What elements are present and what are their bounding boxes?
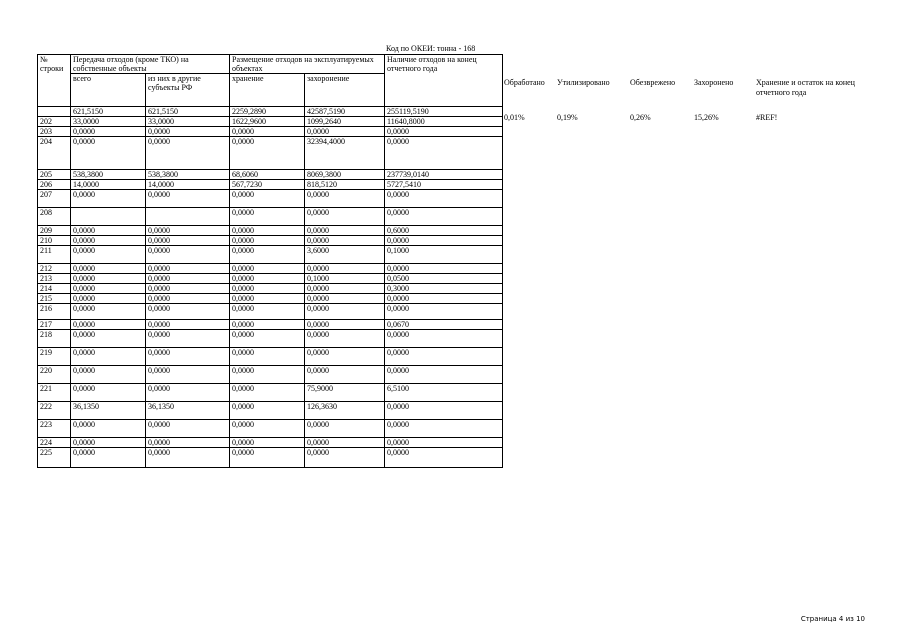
value-cell: 2259,2890 — [230, 107, 305, 117]
value-cell: 0,0000 — [385, 348, 503, 366]
row-number-cell: 209 — [38, 226, 71, 236]
value-cell: 3,6000 — [305, 246, 385, 264]
value-cell: 0,0000 — [71, 320, 146, 330]
header-balance-cont — [385, 74, 503, 107]
row-number-cell: 213 — [38, 274, 71, 284]
value-cell: 5727,5410 — [385, 180, 503, 190]
table-row — [38, 236, 503, 246]
value-cell — [146, 208, 230, 226]
waste-table — [37, 54, 503, 468]
value-cell: 42587,5190 — [305, 107, 385, 117]
value-cell: 0,0000 — [146, 438, 230, 448]
value-cell: 0,0000 — [305, 127, 385, 137]
value-cell: 0,0000 — [146, 236, 230, 246]
table-row — [38, 402, 503, 420]
value-cell: 0,0000 — [71, 137, 146, 170]
table-row — [38, 366, 503, 384]
summary-header: Обработано — [504, 78, 545, 87]
value-cell: 0,0000 — [71, 366, 146, 384]
table-row — [38, 264, 503, 274]
row-number-cell: 225 — [38, 448, 71, 468]
value-cell: 36,1350 — [71, 402, 146, 420]
value-cell: 0,0000 — [305, 348, 385, 366]
table-row — [38, 274, 503, 284]
row-number-cell: 215 — [38, 294, 71, 304]
value-cell: 0,0000 — [146, 190, 230, 208]
value-cell: 0,0000 — [146, 366, 230, 384]
value-cell: 0,0000 — [71, 294, 146, 304]
row-number-cell: 217 — [38, 320, 71, 330]
value-cell: 6,5100 — [385, 384, 503, 402]
row-number-cell: 205 — [38, 170, 71, 180]
value-cell: 0,0000 — [230, 264, 305, 274]
value-cell: 0,0000 — [146, 246, 230, 264]
value-cell: 0,0000 — [71, 284, 146, 294]
row-number-cell: 204 — [38, 137, 71, 170]
table-row — [38, 284, 503, 294]
summary-value: 0,26% — [630, 113, 651, 122]
value-cell: 0,0000 — [305, 448, 385, 468]
value-cell: 0,0000 — [305, 320, 385, 330]
table-row — [38, 190, 503, 208]
value-cell: 0,0000 — [230, 448, 305, 468]
value-cell: 126,3630 — [305, 402, 385, 420]
header-burial: захоронение — [305, 74, 385, 107]
value-cell: 0,0000 — [230, 366, 305, 384]
value-cell: 0,0000 — [385, 137, 503, 170]
table-row — [38, 438, 503, 448]
value-cell: 0,0000 — [230, 304, 305, 320]
table-row — [38, 208, 503, 226]
value-cell: 0,0000 — [71, 384, 146, 402]
value-cell: 14,0000 — [146, 180, 230, 190]
value-cell: 11640,8000 — [385, 117, 503, 127]
table-row — [38, 117, 503, 127]
value-cell: 0,0000 — [385, 438, 503, 448]
value-cell: 0,0000 — [230, 402, 305, 420]
value-cell: 0,0000 — [146, 127, 230, 137]
value-cell: 0,0000 — [230, 384, 305, 402]
row-number-cell — [38, 107, 71, 117]
header-placement: Размещение отходов на эксплуатируемых объектах — [230, 55, 385, 74]
value-cell: 8069,3800 — [305, 170, 385, 180]
header-transfer: Передача отходов (кроме ТКО) на собственные объекты — [71, 55, 230, 74]
row-number-cell: 219 — [38, 348, 71, 366]
page-number: Страница 4 из 10 — [800, 615, 865, 623]
table-row — [38, 330, 503, 348]
row-number-cell: 206 — [38, 180, 71, 190]
value-cell: 0,0000 — [71, 304, 146, 320]
value-cell: 0,0000 — [71, 236, 146, 246]
value-cell: 32394,4000 — [305, 137, 385, 170]
value-cell: 621,5150 — [146, 107, 230, 117]
value-cell: 0,0000 — [230, 137, 305, 170]
row-number-cell: 202 — [38, 117, 71, 127]
value-cell: 0,0000 — [146, 320, 230, 330]
value-cell: 0,1000 — [305, 274, 385, 284]
value-cell: 0,0000 — [71, 127, 146, 137]
value-cell: 538,3800 — [146, 170, 230, 180]
value-cell: 0,0000 — [71, 246, 146, 264]
header-row-no: № строки — [38, 55, 71, 74]
value-cell: 0,0000 — [385, 264, 503, 274]
value-cell: 0,0000 — [385, 402, 503, 420]
value-cell: 0,0000 — [71, 330, 146, 348]
summary-value: #REF! — [756, 113, 778, 122]
value-cell: 0,0000 — [305, 284, 385, 294]
header-balance: Наличие отходов на конец отчетного года — [385, 55, 503, 74]
value-cell: 0,0000 — [71, 438, 146, 448]
row-number-cell: 203 — [38, 127, 71, 137]
table-row — [38, 320, 503, 330]
value-cell: 0,0000 — [71, 448, 146, 468]
row-number-cell: 210 — [38, 236, 71, 246]
value-cell: 0,0000 — [230, 420, 305, 438]
value-cell: 0,0000 — [146, 304, 230, 320]
header-row-no-cont — [38, 74, 71, 107]
value-cell: 0,0000 — [305, 264, 385, 274]
value-cell: 0,0000 — [71, 226, 146, 236]
header-other-subjects: из них в другие субъекты РФ — [146, 74, 230, 107]
value-cell: 0,0000 — [71, 420, 146, 438]
table-row — [38, 137, 503, 170]
value-cell: 567,7230 — [230, 180, 305, 190]
value-cell: 33,0000 — [146, 117, 230, 127]
summary-header: Обезврежено — [630, 78, 676, 87]
value-cell: 0,0000 — [305, 208, 385, 226]
value-cell: 0,0000 — [230, 246, 305, 264]
row-number-cell: 208 — [38, 208, 71, 226]
table-row — [38, 420, 503, 438]
value-cell: 14,0000 — [71, 180, 146, 190]
table-row — [38, 107, 503, 117]
table-row — [38, 384, 503, 402]
summary-header: Хранение и остаток на конец отчетного года — [756, 78, 855, 97]
value-cell: 75,9000 — [305, 384, 385, 402]
row-number-cell: 218 — [38, 330, 71, 348]
value-cell: 1099,2640 — [305, 117, 385, 127]
value-cell: 0,0000 — [71, 348, 146, 366]
value-cell: 0,0000 — [305, 190, 385, 208]
value-cell: 0,0500 — [385, 274, 503, 284]
summary-value: 0,01% — [504, 113, 525, 122]
value-cell: 0,0000 — [230, 284, 305, 294]
value-cell: 0,6000 — [385, 226, 503, 236]
value-cell: 33,0000 — [71, 117, 146, 127]
value-cell: 0,0000 — [230, 127, 305, 137]
value-cell: 0,0000 — [230, 274, 305, 284]
row-number-cell: 220 — [38, 366, 71, 384]
value-cell: 0,0000 — [146, 137, 230, 170]
value-cell: 0,0000 — [385, 330, 503, 348]
value-cell: 0,0000 — [146, 284, 230, 294]
value-cell: 0,0000 — [146, 330, 230, 348]
value-cell: 0,0000 — [385, 366, 503, 384]
value-cell: 68,6060 — [230, 170, 305, 180]
value-cell: 0,0000 — [305, 236, 385, 246]
value-cell: 0,0000 — [305, 330, 385, 348]
summary-value: 15,26% — [694, 113, 719, 122]
value-cell: 0,0000 — [305, 226, 385, 236]
value-cell: 0,0670 — [385, 320, 503, 330]
value-cell: 0,0000 — [146, 294, 230, 304]
value-cell: 255119,5190 — [385, 107, 503, 117]
value-cell: 0,0000 — [146, 384, 230, 402]
row-number-cell: 221 — [38, 384, 71, 402]
value-cell: 0,0000 — [385, 127, 503, 137]
row-number-cell: 223 — [38, 420, 71, 438]
value-cell: 0,0000 — [385, 190, 503, 208]
value-cell: 0,0000 — [305, 304, 385, 320]
value-cell: 36,1350 — [146, 402, 230, 420]
value-cell: 0,0000 — [230, 320, 305, 330]
value-cell: 0,0000 — [146, 274, 230, 284]
table-row — [38, 180, 503, 190]
value-cell: 0,0000 — [385, 236, 503, 246]
value-cell: 0,0000 — [385, 208, 503, 226]
value-cell: 0,0000 — [385, 448, 503, 468]
row-number-cell: 212 — [38, 264, 71, 274]
value-cell: 0,0000 — [230, 438, 305, 448]
value-cell: 0,0000 — [230, 208, 305, 226]
header-storage: хранение — [230, 74, 305, 107]
summary-value: 0,19% — [557, 113, 578, 122]
value-cell: 538,3800 — [71, 170, 146, 180]
table-row — [38, 348, 503, 366]
row-number-cell: 224 — [38, 438, 71, 448]
value-cell: 0,0000 — [146, 264, 230, 274]
value-cell: 0,0000 — [146, 448, 230, 468]
value-cell: 0,0000 — [385, 304, 503, 320]
row-number-cell: 211 — [38, 246, 71, 264]
table-row — [38, 127, 503, 137]
table-row — [38, 304, 503, 320]
table-row — [38, 170, 503, 180]
okei-code: Код по ОКЕИ: тонна - 168 — [386, 44, 476, 53]
summary-header: Захоронено — [694, 78, 734, 87]
table-row — [38, 294, 503, 304]
header-total: всего — [71, 74, 146, 107]
row-number-cell: 222 — [38, 402, 71, 420]
value-cell: 0,0000 — [230, 294, 305, 304]
value-cell: 0,0000 — [230, 330, 305, 348]
value-cell: 0,3000 — [385, 284, 503, 294]
value-cell: 0,0000 — [146, 348, 230, 366]
value-cell: 0,0000 — [305, 438, 385, 448]
table-row — [38, 448, 503, 468]
value-cell: 0,0000 — [385, 294, 503, 304]
row-number-cell: 216 — [38, 304, 71, 320]
value-cell: 0,1000 — [385, 246, 503, 264]
value-cell: 0,0000 — [71, 190, 146, 208]
value-cell: 0,0000 — [230, 190, 305, 208]
value-cell: 0,0000 — [146, 226, 230, 236]
value-cell: 0,0000 — [230, 348, 305, 366]
value-cell: 0,0000 — [146, 420, 230, 438]
row-number-cell: 214 — [38, 284, 71, 294]
value-cell: 1622,9600 — [230, 117, 305, 127]
value-cell: 0,0000 — [71, 274, 146, 284]
value-cell: 0,0000 — [305, 366, 385, 384]
value-cell: 0,0000 — [305, 294, 385, 304]
summary-header: Утилизировано — [557, 78, 610, 87]
value-cell — [71, 208, 146, 226]
value-cell: 621,5150 — [71, 107, 146, 117]
value-cell: 0,0000 — [305, 420, 385, 438]
table-row — [38, 246, 503, 264]
table-row — [38, 226, 503, 236]
value-cell: 818,5120 — [305, 180, 385, 190]
row-number-cell: 207 — [38, 190, 71, 208]
value-cell: 0,0000 — [385, 420, 503, 438]
value-cell: 0,0000 — [71, 264, 146, 274]
value-cell: 0,0000 — [230, 236, 305, 246]
value-cell: 237739,0140 — [385, 170, 503, 180]
value-cell: 0,0000 — [230, 226, 305, 236]
